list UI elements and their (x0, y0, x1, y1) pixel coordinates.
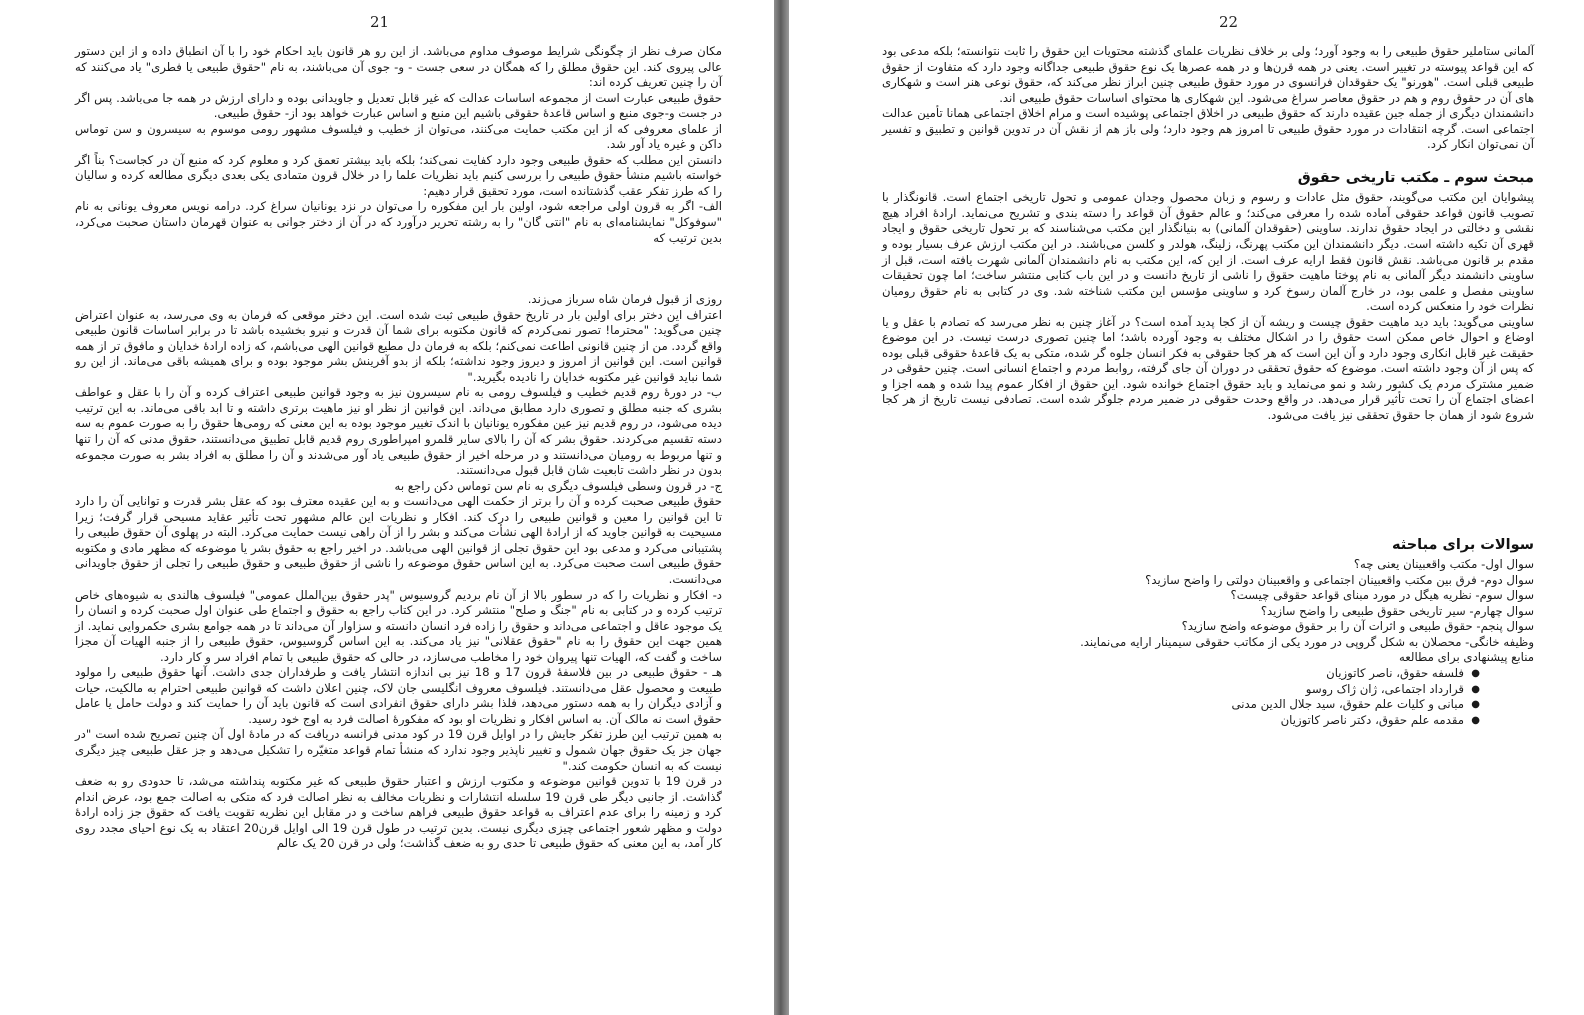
left-page (0, 0, 774, 1015)
paragraph: ج- در قرون وسطی فیلسوف دیگری به نام سن توماس دکن راجع به (394, 478, 722, 493)
blank-gap (882, 153, 1534, 167)
paragraph: الف- اگر به قرون اولی مراجعه شود، اولین بار این مفکوره را می‌توان در نزد یونانیان سراغ کرد. درامه نویس معروف یونانی به نام "سوفوکل" نمایشنامه‌ای به نام "انتی گان" را به رشته تحریر درآورد که در آن از دختر جوانی به عنوان قهرمان داستان صحبت می‌کرد، بدین ترتیب که (75, 199, 722, 245)
paragraph: دانشمندان دیگری از جمله جین عقیده دارند که حقوق طبیعی در اخلاق اجتماعی پوشیده است و مرام اخلاق اجتماعی همانا تأمین عدالت اجتماعی است. گرچه انتقادات در مورد حقوق طبیعی تا امروز هم وجود دارد؛ ولی باز هم از نقش آن در تدوین قوانین و تطبیق و تفسیر آن نمی‌توان انکار کرد. (882, 106, 1534, 152)
page-number: 21 (370, 13, 390, 31)
reference-text: قرارداد اجتماعی، ژان ژاک روسو (1305, 681, 1464, 696)
reference-item (882, 681, 1480, 698)
reference-text: مقدمه علم حقوق، دکتر ناصر کاتوزیان (1280, 712, 1464, 727)
right-body-text (882, 44, 1534, 728)
question-item: سوال سوم- نظریه هیگل در مورد مبنای قواعد حقوقی چیست؟ (1230, 588, 1534, 603)
paragraph: دانستن این مطلب که حقوق طبیعی وجود دارد کفایت نمی‌کند؛ بلکه باید بیشتر تعمق کرد و معلوم کرد که منبع آن در کجاست؟ بناً اگر خواسته باشیم منشأ حقوق طبیعی را بررسی کنیم باید نظریات علما را در خلال قرون متمادی یکی بعدی دیگری مطالعه کرده و سالیان را که طرز تفکر عقب گذشتانده است، مورد تحقیق قرار دهیم: (75, 152, 722, 198)
paragraph: اعتراف این دختر برای اولین بار در تاریخ حقوق طبیعی ثبت شده است. این دختر موقعی که فرمان به وی می‌رسد، به عنوان اعتراض چنین می‌گوید: "محترما! تصور نمی‌کردم که قانون مکتوبه برای شما آن قدرت و نیرو بخشیده باشد تا در برابر اساسات قانون طبیعی واقع گردد. من از چنین قانونی اطاعت نمی‌کنم؛ بلکه به فرمان دل مطیع قوانین الهی می‌باشم، که زاده ارادهٔ خدایان و مافوق تر از همه قوانین است. این قوانین از امروز و دیروز وجود نداشته؛ بلکه از بدو آفرینش بشر موجود بوده و برای همیشه باقی می‌ماند. از این رو شما نباید قوانین غیر مکتوبه خدایان را نادیده بگیرید." (75, 307, 722, 384)
blank-gap (75, 246, 722, 292)
paragraph: پیشوایان این مکتب می‌گویند، حقوق مثل عادات و رسوم و زبان محصول وجدان عمومی و تحول تاریخی اجتماع است. قانونگذار با تصویب قانون قواعد حقوقی آماده شده را معرفی می‌کند؛ و عالم حقوق آن قواعد را دسته بندی و تشریح می‌نماید. ارادهٔ افراد هیچ نقشی و دخالتی در ایجاد حقوق ندارند. ساوینی (حقوقدان آلمانی) به بنیانگذار این مکتب می‌شناسند که بر تحول تاریخی حقوق و ایجاد قهری آن تکیه داشته است. دیگر دانشمندان این مکتب پهرنگ، زلینگ، هولدر و کلسن می‌باشند. در این مکتب ارزش عرف بسیار بوده و مقدم بر قانون می‌باشد. نقش قانون فقط ارایه عرف است. از این که، این مکتب به نام دانشمندان آلمانی شهرت یافته است، قبل از ساوینی دانشمند دیگر آلمانی به نام پوختا ماهیت حقوق را ناشی از تاریخ دانست و در این باب کتابی منتشر ساخت؛ اما چون تحقیقات ساوینی مفصل و علمی بود، در خارج آلمان رسوخ کرد و ساوینی مؤسس این مکتب شناخته شد. وی در کتابی به نام حقوق رومیان نظرات خود را منعکس کرده است. (882, 190, 1534, 314)
paragraph: روزی از قبول فرمان شاه سرباز می‌زند. (527, 292, 722, 307)
bullet-icon: ● (1471, 699, 1480, 711)
paragraph: ب- در دورهٔ روم قدیم خطیب و فیلسوف رومی به نام سیسرون نیز به وجود قوانین طبیعی اعتراف کرده و آن را با عقل و عواطف بشری که جنبه مطلق و تصوری دارد مطابق می‌داند. این قوانین از نظر او نیز ماهیت برتری داشته و تا ابد باقی می‌ماند. به این ترتیب دیده می‌شود، در روم قدیم نیز عین مفکوره یونانیان با اندک تغییر موجود بوده به این معنی که رومی‌ها حقوق را به صورت عموم به سه دسته تقسیم می‌کردند. حقوق بشر که آن را بالای سایر قلمرو امپراطوری روم قدیم قابل تطبیق می‌دانستند، حقوق مدنی که آن را تنها و تنها مربوط به رومیان می‌دانستند و در مرحله اخیر از حقوق طبیعی یاد آور می‌شدند و آن را مطلق به افراد بشر به صورت مجموعه بدون در نظر داشت تابعیت شان قابل قبول می‌دانستند. (75, 385, 722, 478)
question-item: سوال پنجم- حقوق طبیعی و اثرات آن را بر حقوق موضوعه واضح سازید؟ (1181, 619, 1534, 634)
paragraph: ساوینی می‌گوید: باید دید ماهیت حقوق چیست و ریشه آن از کجا پدید آمده است؟ در آغاز چنین به نظر می‌رسد که تصادم با عقل و یا اوضاع و احوال خاص ممکن است حقوق را در اشکال مختلف به وجود آورده باشد؛ اما چنین تصوری درست نیست. در این موضوع حقیقت غیر قابل انکاری وجود دارد و آن این است که هر کجا حقوقی به فکر انسان جلوه گر شده، متکی به یک قاعدهٔ حقوقی قبلی بوده که پس از آن وجود داشته است. موضوع که حقوق تحققی در دوران آن جای گرفته، روابط مردم و اجتماع انسانی است. چنین حقوقی در ضمیر مشترک مردم یک کشور رشد و نمو می‌نماید و باید حقوق اجتماع خوانده شود. این حقوق از افکار عموم پیدا شده و همه اجزا و اعضای اجتماع آن را تحت تأثیر قرار می‌دهد. در واقع وحدت حقوقی در ضمیر مردم جلوگر شده است. تصادفی نیست تاریخ از هر کجا شروع شود از همان جا حقوق تحققی نیز یافت می‌شود. (882, 314, 1534, 423)
reference-text: فلسفه حقوق، ناصر کاتوزیان (1326, 665, 1464, 680)
paragraph: هـ - حقوق طبیعی در بین فلاسفهٔ قرون 17 و 18 نیز بی اندازه انتشار یافت و طرفداران جدی داشت. آنها حقوق طبیعی را مولود طبیعت و محصول عقل می‌دانستند. فیلسوف معروف انگلیسی جان لاک، چنین اعلان داشت که قوانین طبیعی احترام به مالکیت، حیات و آزادی دیگران را به همه دستور می‌دهد، فلذا بشر دارای حقوق انفرادی است که قانون باید آن را حمایت کند و دولت حامل یا عامل حقوق است نه مالک آن. به اساس افکار و نظریات او بود که مفکورهٔ اصالت فرد به اوج خود رسید. (75, 665, 723, 726)
reference-text: مبانی و کلیات علم حقوق، سید جلال الدین مدنی (1231, 697, 1464, 712)
section-heading: مبحث سوم ـ مکتب تاریخی حقوق (1297, 169, 1534, 186)
question-item: سوال اول- مکتب واقعبینان یعنی چه؟ (1353, 557, 1534, 572)
bullet-icon: ● (1471, 714, 1480, 726)
reference-item (882, 665, 1480, 682)
paragraph: از علمای معروفی که از این مکتب حمایت می‌کنند، می‌توان از خطیب و فیلسوف مشهور رومی موسوم به سیسرون و سن توماس داکن و غیره یاد آور شد. (75, 121, 722, 152)
references-list (882, 666, 1534, 728)
bullet-icon: ● (1471, 683, 1480, 695)
paragraph: آلمانی ستاملیر حقوق طبیعی را به وجود آورد؛ ولی بر خلاف نظریات علمای گذشته محتویات این حقوق را ثابت نتوانسته؛ بلکه مدعی بود که این قواعد پیوسته در تغییر است. یعنی در همه قرن‌ها و در همه عصرها یک نوع حقوق طبیعی جداگانه وجود دارد که متفاوت از حقوق طبیعی قبلی است. "هورنو" یک حقوقدان فرانسوی در مورد حقوق طبیعی چنین ابراز نظر می‌کند که، حقوق نوعی هنر است و شهکاری های آن در حقوق روم و هم در حقوق معاصر سراغ می‌شود. این شهکاری ها محتوای اساسات حقوق طبیعی اند. (882, 44, 1534, 105)
paragraph: حقوق طبیعی عبارت است از مجموعه اساسات عدالت که غیر قابل تعدیل و جاویدانی بوده و دارای ارزش در همه جا می‌باشد. پس اگر در جست و-جوی منبع و اساس قاعدهٔ حقوقی باشیم این منبع و اساس عبارت خواهد بود از- حقوق طبیعی. (75, 90, 722, 121)
question-item: سوال دوم- فرق بین مکتب واقعبینان اجتماعی و واقعبینان دولتی را واضح سازید؟ (1145, 572, 1534, 587)
blank-gap (882, 424, 1534, 534)
homework-item: وظیفه خانگی- محصلان به شکل گروپی در مورد یکی از مکاتب حقوقی سیمینار ارایه می‌نمایند. (1080, 634, 1534, 649)
questions-heading: سوالات برای مباحثه (1391, 536, 1534, 553)
reference-item (882, 697, 1480, 713)
left-body-text (75, 44, 722, 852)
right-page (789, 0, 1584, 1015)
references-title: منابع پیشنهادی برای مطالعه (1399, 650, 1534, 665)
bullet-icon: ● (1471, 667, 1480, 679)
paragraph: حقوق طبیعی صحبت کرده و آن را برتر از حکمت الهی می‌دانست و به این عقیده معترف بود که عقل بشر قدرت و توانایی آن را دارد تا این قوانین را معین و قوانین طبیعی را درک کند. افکار و نظریات این عالم مشهور تحت تأثیر عقاید مسیحی قرار گرفت؛ زیرا مسیحیت به قوانین جاوید که از ارادهٔ الهی نشأت می‌کند و بشر را از آن راهی نیست حمایت می‌کرد. البته در پهلوی آن حقوق طبیعی را پشتیبانی می‌کرد و مدعی بود این حقوق تجلی از قوانین الهی می‌باشد. در اخیر راجع به حقوق بشر یا موضوعه که مظهر مادی و مکتوبه حقوق طبیعی است صحبت می‌کرد. به این اساس حقوق موضوعه را ناشی از حقوق طبیعی و حقوق طبیعی را تجلی از حقوق جاویدانی می‌دانست. (75, 494, 722, 586)
paragraph: به همین ترتیب این طرز تفکر جایش را در اوایل قرن 19 در کود مدنی فرانسه دریافت که در مادهٔ اول آن چنین تصریح شده است "در جهان جز یک حقوق جهان شمول و تغییر ناپذیر وجود ندارد که منشأ تمام قواعد متغیّره را تشکیل می‌دهد و جز عقل طبیعی چیز دیگری نیست که به انسان حکومت کند." (75, 727, 722, 773)
question-item: سوال چهارم- سیر تاریخی حقوق طبیعی را واضح سازید؟ (1260, 603, 1534, 618)
paragraph: مکان صرف نظر از چگونگی شرایط موصوف مداوم می‌باشد. از این رو هر قانون باید احکام خود را با آن انطباق داده و از این دستور عالی پیروی کند. این حقوق مطلق را که همگان در سعی جست - و- جوی آن می‌باشند، به نام "حقوق طبیعی یا فطری" یاد می‌کنند که آن را چنین تعریف کرده اند: (75, 44, 722, 90)
book-spine-divider (774, 0, 789, 1015)
page-number: 22 (1219, 13, 1239, 31)
reference-item (882, 712, 1480, 729)
paragraph: د- افکار و نظریات را که در سطور بالا از آن نام بردیم گروسیوس "پدر حقوق بین‌الملل عمومی" فیلسوف هالندی به شیوه‌های خاص ترتیب کرده و در کتابی به نام "جنگ و صلح" منتشر کرد. در این کتاب راجع به حقوق و اجتماع طی عنوان اول صحبت کرده و انسان را یک موجود عاقل و اجتماعی می‌داند و حقوق را زاده فرد انسان دانسته و سزاوار آن می‌داند تا در همه جوامع بشری حکمروایی نماید. از همین جهت این حقوق را به نام "حقوق عقلانی" نیز یاد می‌کند. به این اساس گروسیوس، حقوق طبیعی را از جنبه الهیات آن مجزا ساخت و گفت که، الهیات تنها پیروان خود را مخاطب می‌سازد، در حالی که حقوق طبیعی با تمام افراد سر و کار دارد. (75, 587, 722, 664)
paragraph: در قرن 19 با تدوین قوانین موضوعه و مکتوب ارزش و اعتبار حقوق طبیعی که غیر مکتوبه پنداشته می‌شد، تا حدودی رو به ضعف گذاشت. از جانبی دیگر طی قرن 19 سلسله انتشارات و نظریات مخالف به نظر اصالت فرد که متکی به اصالت جمع بود، عرض اندام کرد و زمینه را برای عدم اعتراف به قواعد حقوق طبیعی فراهم ساخت و در مقابل این نظریه تقویت یافت که حقوق جز زاده ارادهٔ دولت و مظهر شعور اجتماعی چیزی دیگری نیست. بدین ترتیب در طول قرن 19 الی اوایل قرن20 اعتقاد به یک نوع احیای مجدد روی کار آمد، به این معنی که حقوق طبیعی تا حدی رو به ضعف گذاشت؛ ولی در قرن 20 یک عالم (75, 774, 723, 851)
